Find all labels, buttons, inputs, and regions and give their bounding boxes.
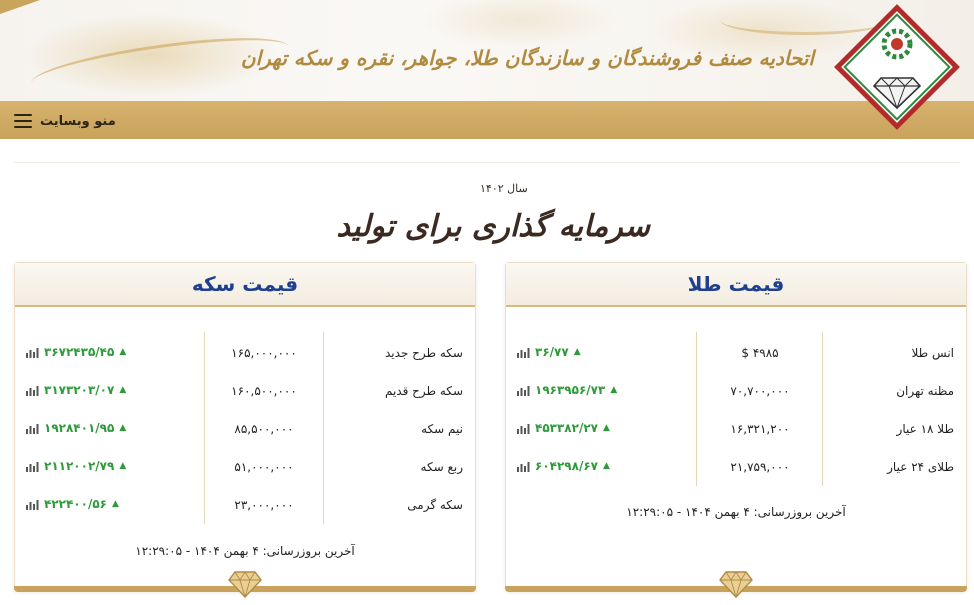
item-name: انس طلا	[911, 346, 954, 360]
item-name: سکه طرح قدیم	[384, 384, 463, 398]
year-slogan	[330, 180, 650, 250]
price-change[interactable]	[25, 459, 126, 473]
item-price: ۷۰,۷۰۰,۰۰۰	[730, 384, 790, 398]
card-header	[506, 263, 966, 307]
arrow-up-icon: ▲	[119, 461, 127, 471]
item-name: ربع سکه	[420, 460, 463, 474]
arrow-up-icon: ▲	[610, 385, 618, 395]
item-name: مظنه تهران	[896, 384, 954, 398]
bar-chart-icon	[516, 384, 530, 396]
bar-chart-icon	[25, 384, 39, 396]
bar-chart-icon	[25, 422, 39, 434]
price-row	[15, 456, 475, 478]
item-name: طلای ۲۴ عیار	[887, 460, 954, 474]
slogan-year: سال ۱۴۰۲	[480, 182, 528, 195]
price-row	[15, 380, 475, 402]
change-value: ۱۹۲۸۴۰۱/۹۵	[44, 421, 115, 435]
price-change[interactable]	[516, 383, 617, 397]
item-name: سکه گرمی	[407, 498, 463, 512]
price-change[interactable]	[25, 421, 126, 435]
bar-chart-icon	[516, 422, 530, 434]
price-row	[506, 456, 966, 478]
arrow-up-icon: ▲	[573, 347, 581, 357]
gold-price-card	[505, 262, 967, 592]
price-change[interactable]	[516, 421, 610, 435]
item-price: ۲۳,۰۰۰,۰۰۰	[234, 498, 294, 512]
bar-chart-icon	[25, 498, 39, 510]
arrow-up-icon: ▲	[602, 461, 610, 471]
coin-price-card	[14, 262, 476, 592]
item-price: ۸۵,۵۰۰,۰۰۰	[234, 422, 294, 436]
change-value: ۶۰۴۲۹۸/۶۷	[535, 459, 598, 473]
change-value: ۳۶۷۲۴۳۵/۴۵	[44, 345, 115, 359]
bar-chart-icon	[516, 346, 530, 358]
price-change[interactable]	[516, 459, 610, 473]
change-value: ۱۹۶۳۹۵۶/۷۳	[535, 383, 606, 397]
arrow-up-icon: ▲	[119, 423, 127, 433]
change-value: ۳۱۷۳۲۰۳/۰۷	[44, 383, 115, 397]
arrow-up-icon: ▲	[119, 385, 127, 395]
site-header-banner	[0, 0, 974, 101]
item-price: ۲۱,۷۵۹,۰۰۰	[730, 460, 790, 474]
change-value: ۲۱۱۲۰۰۲/۷۹	[44, 459, 115, 473]
last-update-note: آخرین بروزرسانی: ۴ بهمن ۱۴۰۴ - ۱۲:۲۹:۰۵	[626, 505, 846, 519]
card-title: قیمت سکه	[191, 272, 299, 296]
price-change[interactable]	[25, 345, 126, 359]
arrow-up-icon: ▲	[111, 499, 119, 509]
item-name: نیم سکه	[421, 422, 463, 436]
last-update-note: آخرین بروزرسانی: ۴ بهمن ۱۴۰۴ - ۱۲:۲۹:۰۵	[135, 544, 355, 558]
price-row	[506, 342, 966, 364]
bar-chart-icon	[25, 346, 39, 358]
price-row	[15, 342, 475, 364]
site-menu-toggle[interactable]	[14, 110, 116, 132]
card-title: قیمت طلا	[687, 272, 785, 296]
item-price: ۱۶۰,۵۰۰,۰۰۰	[231, 384, 297, 398]
item-price: ۵۱,۰۰۰,۰۰۰	[234, 460, 294, 474]
change-value: ۴۲۲۴۰۰/۵۶	[44, 497, 107, 511]
change-value: ۴۵۳۳۸۲/۲۷	[535, 421, 598, 435]
change-value: ۳۶/۷۷	[535, 345, 569, 359]
item-name: طلا ۱۸ عیار	[896, 422, 954, 436]
corner-ribbon	[0, 0, 40, 14]
price-change[interactable]	[25, 383, 126, 397]
price-change[interactable]	[25, 497, 119, 511]
price-row	[506, 418, 966, 440]
price-row	[15, 418, 475, 440]
arrow-up-icon: ▲	[119, 347, 127, 357]
menu-label: منو وبسایت	[40, 113, 116, 129]
divider	[14, 162, 960, 163]
bar-chart-icon	[516, 460, 530, 472]
union-logo[interactable]	[834, 4, 960, 130]
item-price: ۱۶۵,۰۰۰,۰۰۰	[231, 346, 297, 360]
item-name: سکه طرح جدید	[384, 346, 463, 360]
bar-chart-icon	[25, 460, 39, 472]
diamond-icon	[227, 569, 263, 599]
main-navbar	[0, 101, 974, 139]
diamond-icon	[718, 569, 754, 599]
price-row	[15, 494, 475, 516]
union-title: اتحادیه صنف فروشندگان و سازندگان طلا، جواهر، نقره و سکه تهران	[240, 46, 814, 70]
card-header	[15, 263, 475, 307]
price-change[interactable]	[516, 345, 581, 359]
hamburger-icon[interactable]	[14, 114, 32, 128]
item-price: ۱۶,۳۲۱,۲۰۰	[730, 422, 790, 436]
slogan-text: سرمایه گذاری برای تولید	[336, 209, 650, 244]
price-row	[506, 380, 966, 402]
item-price: ۴۹۸۵ $	[741, 346, 779, 360]
arrow-up-icon: ▲	[602, 423, 610, 433]
